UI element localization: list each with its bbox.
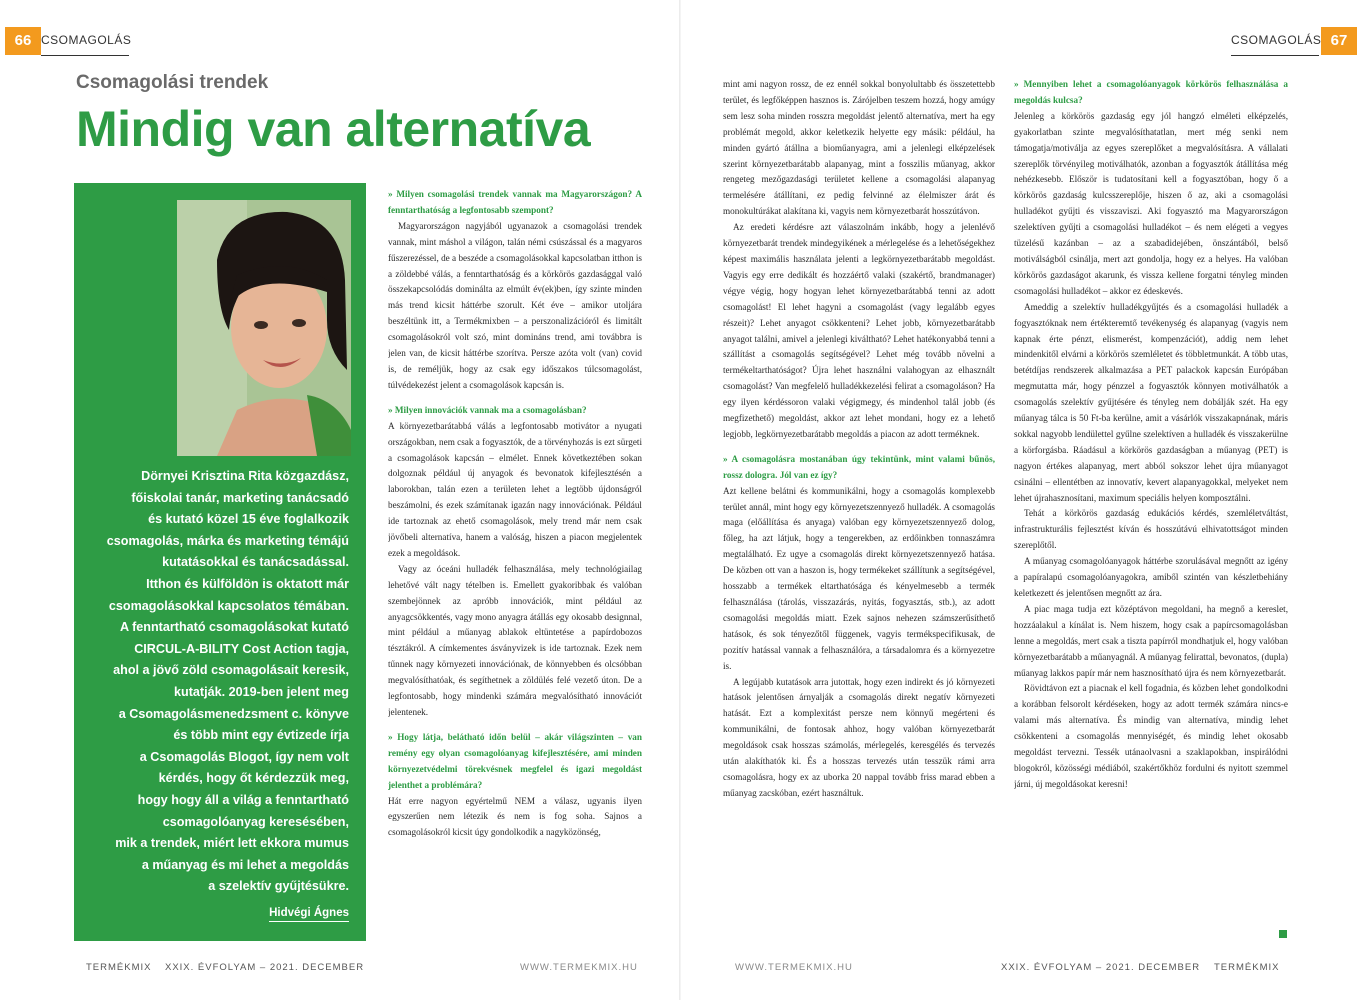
article-paragraph: A környezetbarátabbá válás a legfontosabb motivátor a nyugati országokban, nem csak a fogyasztók, de a törvényhozás is ezt sürgeti a csomagolások kapcsán – elmélet. Ennek következtében sokan dolgoznak például új anyagok és bevonatok kifejlesztésén a laborokban, talán ezen a területen lehet a legtöbb újdonságról beszámolni, és ezek számítanak igazán nagy innovációnak. Például ide tartoznak az ehető csomagolások, mely trend már nem csak jövőbeli alternatíva, hanem a valóság, hiszen a piacon megjelentek ezek a megoldások. [388,420,642,558]
left-section-label: CSOMAGOLÁS [41,33,132,47]
portrait-icon [177,200,351,456]
bio-line: a szelektív gyűjtésükre. [208,879,349,894]
bio-line: kutatásokkal és tanácsadással. [162,555,349,570]
author-name: Hidvégi Ágnes [269,907,349,922]
end-mark-icon [1279,930,1287,938]
footer-left-issue: XXIX. ÉVFOLYAM – 2021. DECEMBER [165,962,365,973]
bio-line: a Csomagolás Blogot, így nem volt [139,749,349,764]
bio-line: a Csomagolásmenedzsment c. könyve [118,706,349,721]
article-column-2 [723,77,995,947]
article-column-3 [1014,77,1288,927]
bio-line: hogy hogy áll a világ a fenntartható [137,792,349,807]
article-paragraph: Jelenleg a körkörös gazdaság egy jól hangzó elméleti elképzelés, gyakorlatban szinte megvalósíthatatlan, mert még senki nem támogatja/motiválja az egyes szereplőket a megvalósításra. A vállalati szereplők törvényileg motiválhatók, azonban a fogyasztók átállítása még nehézkesebb. Először is tudatosítani kell a fogyasztóban, hogy ő a körkörös gazdaság kulcsszereplője, hiszen ő az, aki a csomagolási hulladékot gyűjti és visszaviszi. Aki fogyasztó ma Magyarországon szelektíven gyűjti a csomagolási hulladékot – és nem elégeti a vegyes tüzelésű kazánban – az a szabadidejében, önszántából, belső motiválságból csinálja, mert azt gondolja, hogy ez a helyes. Ha valóban körkörös gazdaságot akarunk, és vissza kellene forgatni tényleg minden csomagolási hulladékot – akkor ez édeskevés. [1014,110,1288,296]
bio-text [82,466,349,898]
left-page-number: 66 [5,27,41,55]
article-paragraph: A műanyag csomagolóanyagok háttérbe szorulásával megnőtt az igény a papíralapú csomagolóanyagokra, amiből szintén van készletbehiány keletkezett és jelentősen megnőtt az ára. [1014,556,1288,598]
portrait-photo [177,200,351,456]
footer-right-issue: XXIX. ÉVFOLYAM – 2021. DECEMBER [1001,962,1201,973]
bio-line: mik a trendek, miért lett ekkora mumus [115,836,349,851]
interview-question: » Mennyiben lehet a csomagolóanyagok körkörös felhasználása a megoldás kulcsa? [1014,79,1288,105]
article-paragraph: mint ami nagyon rossz, de ez ennél sokkal bonyolultabb és összetettebb terület, és legfőképpen hasznos is. Zárójelben teszem hozzá, hogy amúgy sem lesz soha minden rosszra megoldást jelentő alternatíva, mert ha egy problémát megold, akkor keletkezik helyette egy másik: például, ha minden gyártó átállna a bioműanyagra, ami a jelenlegi elképzelések szerint környezetbarátabb alapanyag, mint a fosszilis műanyag, akkor rengeteg mezőgazdasági területet kellene a csomagolási alapanyag termelésére átállítani, ez pedig felvinné az élelmiszer árát és monokultúrákat alakítana ki, vagyis nem környezetbarát hosszútávon. [723,79,995,217]
bio-line: a műanyag és mi lehet a megoldás [141,857,349,872]
right-section-label: CSOMAGOLÁS [1231,33,1322,47]
bio-line: Itthon és külföldön is oktatott már [146,576,349,591]
article-paragraph: Magyarországon nagyjából ugyanazok a csomagolási trendek vannak, mint máshol a világon, talán némi csúszással és a magyaros fűszerezéssel, de a beszéde a csomagolásokkal kapcsolatban itthon is a zöldebbé válás, a fenntarthatóság és a körkörös gazdasággal való összekapcsolódás dominálta az elmúlt év(ek)ben, így szinte minden más trend kicsit háttérbe szorult. Két éve – amikor utoljára beszéltünk itt, a Termékmixben – a perszonalizációról és limitált csomagolásokról volt szó, mint domináns trend, ami továbbra is jelen van, de kicsit háttérbe szorítva. Persze azóta volt (van) covid is, de reméljük, hogy az csak egy időszakos túlcsomagolást, túlvédekezést jelent a csomagolások kapcsán is. [388,220,642,390]
bio-line: Dörnyei Krisztina Rita közgazdász, [141,469,349,483]
article-paragraph: Rövidtávon ezt a piacnak el kell fogadnia, és közben lehet gondolkodni a korábban felsorolt kérdéseken, hogy az adott termék számára nincs-e valami más alternatíva. És mindig van alternatíva, mindig lehet csökkenteni a csomagolás mennyiségét, és mindig lehet okosabb megoldást tervezni. Tessék utánaolvasni a szaklapokban, inspirálódni blogokról, közösségi médiából, szakértőkhöz fordulni és nyitott szemmel járni, új megoldásokat keresni! [1014,683,1288,789]
article-paragraph: Hát erre nagyon egyértelmű NEM a válasz, ugyanis ilyen egyszerűen nem létezik és nem is fog soha. Sajnos a csomagolásokról kicsit úgy gondolkodik a nagyközönség, [388,795,642,838]
bio-line: ahol a jövő zöld csomagolásait keresik, [113,663,349,678]
article-paragraph: Az eredeti kérdésre azt válaszolnám inkább, hogy a jelenlévő környezetbarát trendek mindegyikének a mérlegelése és a lehetőségekhez képest maximális használata jelenti a legkörnyezetbarátabb megoldást. Vagyis egy erre dedikált és hozzáértő valaki (szakértő, brandmanager) végye végig, hogy hogyan lehet környezetbarátabbá tenni az adott csomagolást! El lehet hagyni a csomagolást (vagy legalább egyes részeit)? Lehet anyagot csökkenteni? Lehet jobb, környezetbarátabb anyagot találni, amivel a jelenlegi kiváltható? Lehet hatékonyabbá tenni a szállítást a csomagolás segítségével? Lehet még tovább növelni a termékeltarthatóságot? Újra lehet használni valahogyan az elhasznált csomagolást? Van megfelelő hulladékkezelési felirat a csomagoláson? Ha egy ilyen kérdéssoron valaki végigmegy, és mindenhol talál jobb (és megfizethető) megoldást, akkor azt lehet mondani, hogy ez a lehető legjobb, legkörnyezetbarátabb megoldás a piacon az adott terméknek. [723,222,995,439]
interview-question: » Milyen csomagolási trendek vannak ma Magyarországon? A fenntarthatóság a legfontosabb szempont? [388,189,642,215]
article-paragraph: Vagy az óceáni hulladék felhasználása, mely technológiailag lehetővé vált nagy tételben is. Emellett gyakoribbak és valóban szembejönnek az apróbb innovációk, mint például az anyagcsökkentés, vagy mono anyagra átállás egy okosabb designnal, mint például a műanyag ablakok eltüntetése a papírdobozos tésztákról. A címkementes ásványvizek is ide tartoznak. Ezek nem tűnnek nagy környezeti innovációnak, de könnyebben és olcsóbban megvalósíthatóak, és segíthetnek a zöldülés felé vezető úton. De a legfontosabb, hogy mindenki számára megvalósítható innovációt jelentenek. [388,563,642,717]
article-paragraph: A piac maga tudja ezt középtávon megoldani, ha megnő a kereslet, hozzáalakul a kínálat is. Nem hiszem, hogy csak a papírcsomagolásban lenne a megoldás, mert csak a tiszta papírról mondhatjuk el, hogy valóban környezetbarátabb a műanyagnál. A műanyag felirattal, bevonatos, (dupla) műanyag lakkos papír már nem hasznosítható újra és nem környezetbarát. [1014,603,1288,678]
page-gutter [679,0,681,1000]
bio-line: A fenntartható csomagolásokat kutató [119,620,349,635]
article-paragraph: Azt kellene belátni és kommunikálni, hogy a csomagolás komplexebb terület annál, mint hogy egy környezetszennyező hulladék. A csomagolás maga (előállítása és anyaga) valóban egy környezetszennyező dolog, főleg, ha azt látjuk, hogy a tengerekben, az erdőinkben tonnaszámra megtalálható. Ez ugye a csomagolás direkt környezetszennyező hatása. De közben ott van a haszon is, hogy termékeket szállítunk a segítségével, hosszabb a termékek eltarthatósága és kényelmesebb a termék felhasználása (tárolás, visszazárás, nyitás, fogyasztás, stb.), az adott csomagolási megoldás miatt. Ezek sajnos nehezen számszerűsíthető hatások, és sok tényezőtől függenek, vagyis termékspecifikusak, de pozitív hatással vannak a felhasználóra, a társadalomra és a környezetre is. [723,485,995,671]
bio-line: főiskolai tanár, marketing tanácsadó [131,490,349,505]
right-page-number: 67 [1321,27,1357,55]
article-paragraph: Tehát a körkörös gazdaság edukációs kérdés, szemléletváltást, infrastrukturális fejlesztést kíván és hosszútávú elhivatottságot minden szereplőtől. [1014,508,1288,551]
article-title: Mindig van alternatíva [76,101,591,157]
bio-line: kutatják. 2019-ben jelent meg [174,684,349,699]
bio-line: csomagolásokkal kapcsolatos témában. [108,598,349,613]
interview-question: » Milyen innovációk vannak ma a csomagolásban? [388,404,587,415]
bio-line: és kutató közel 15 éve foglalkozik [148,512,349,527]
bio-line: és több mint egy évtizede írja [173,728,349,743]
bio-line: kérdés, hogy őt kérdezzük meg, [158,771,349,786]
bio-line: csomagolás, márka és marketing témájú [106,533,349,548]
article-kicker: Csomagolási trendek [76,72,269,93]
footer-right-url[interactable]: WWW.TERMEKMIX.HU [735,962,853,973]
bio-line: CIRCUL-A-BILITY Cost Action tagja, [134,641,349,656]
footer-left-brand: TERMÉKMIX [86,962,152,973]
article-column-1 [388,187,642,947]
footer-left-url[interactable]: WWW.TERMEKMIX.HU [520,962,638,973]
interview-question: » Hogy látja, belátható időn belül – akár világszinten – van remény egy olyan csomagolóanyag kifejlesztésére, ami minden környezetvédelmi törekvésnek megfelel és igazi megoldást jelenthet a problémára? [388,731,642,790]
right-header-rule [1231,55,1319,56]
bio-line: csomagolóanyag keresésében, [162,814,349,829]
footer-right-brand: TERMÉKMIX [1214,962,1280,973]
interview-question: » A csomagolásra mostanában úgy tekintünk, mint valami bűnös, rossz dologra. Jól van ez így? [723,453,995,480]
article-paragraph: A legújabb kutatások arra jutottak, hogy ezen indirekt és jó környezeti hatások jelentősen árnyalják a csomagolás direkt negatív környezeti hatását. Ezt a komplexitást persze nem könnyű megérteni és kommunikálni, de fontosak ahhoz, hogy valóban környezetbarát megoldások csak hosszas számolás, mérlegelés, keresgélés és tervezés után alakíthatók ki. És a hosszas tervezés után tesszük rámi arra csomagolásra, hogy ex az uborka 20 nappal tovább friss marad ebben a műanyag zacskóban, ezért használtuk. [723,676,995,798]
author-byline [200,907,349,919]
article-paragraph: Ameddig a szelektív hulladékgyűjtés és a csomagolási hulladék a fogyasztóknak nem értékteremtő tevékenység és alapanyag (vagyis nem kapnak érte pénzt, elismerést, kompenzációt), addig nem lehet mindenkitől elvárni a körkörös szemléletet és többletmunkát. A több utas, betétdíjas rendszerek alkalmazása a PET palackok kapcsán Európában megmutatta már, hogy pénzzel a fogyasztók könnyen motiválhatók a csomagolás szelektív gyűjtésére és tényleg nem dobálják szét. Ha egy műanyag tálca is 50 Ft-ba kerülne, amit a vásárlók visszakapnának, máris sokkal nagyobb lendülettel gyűlne szelektíven a hulladék és visszakerülne a körforgásba. Ráadásul a körkörös gazdaságban a műanyag (PET) is nagyon értékes alapanyag, mert abból sokszor lehet újra műanyagot csinálni – ellentétben az innovatív, kevert alapanyagokkal, melyeket nem lehet újrahasznosítani, maximum speciális helyen komposztálni. [1014,301,1288,503]
left-header-rule [41,55,129,56]
